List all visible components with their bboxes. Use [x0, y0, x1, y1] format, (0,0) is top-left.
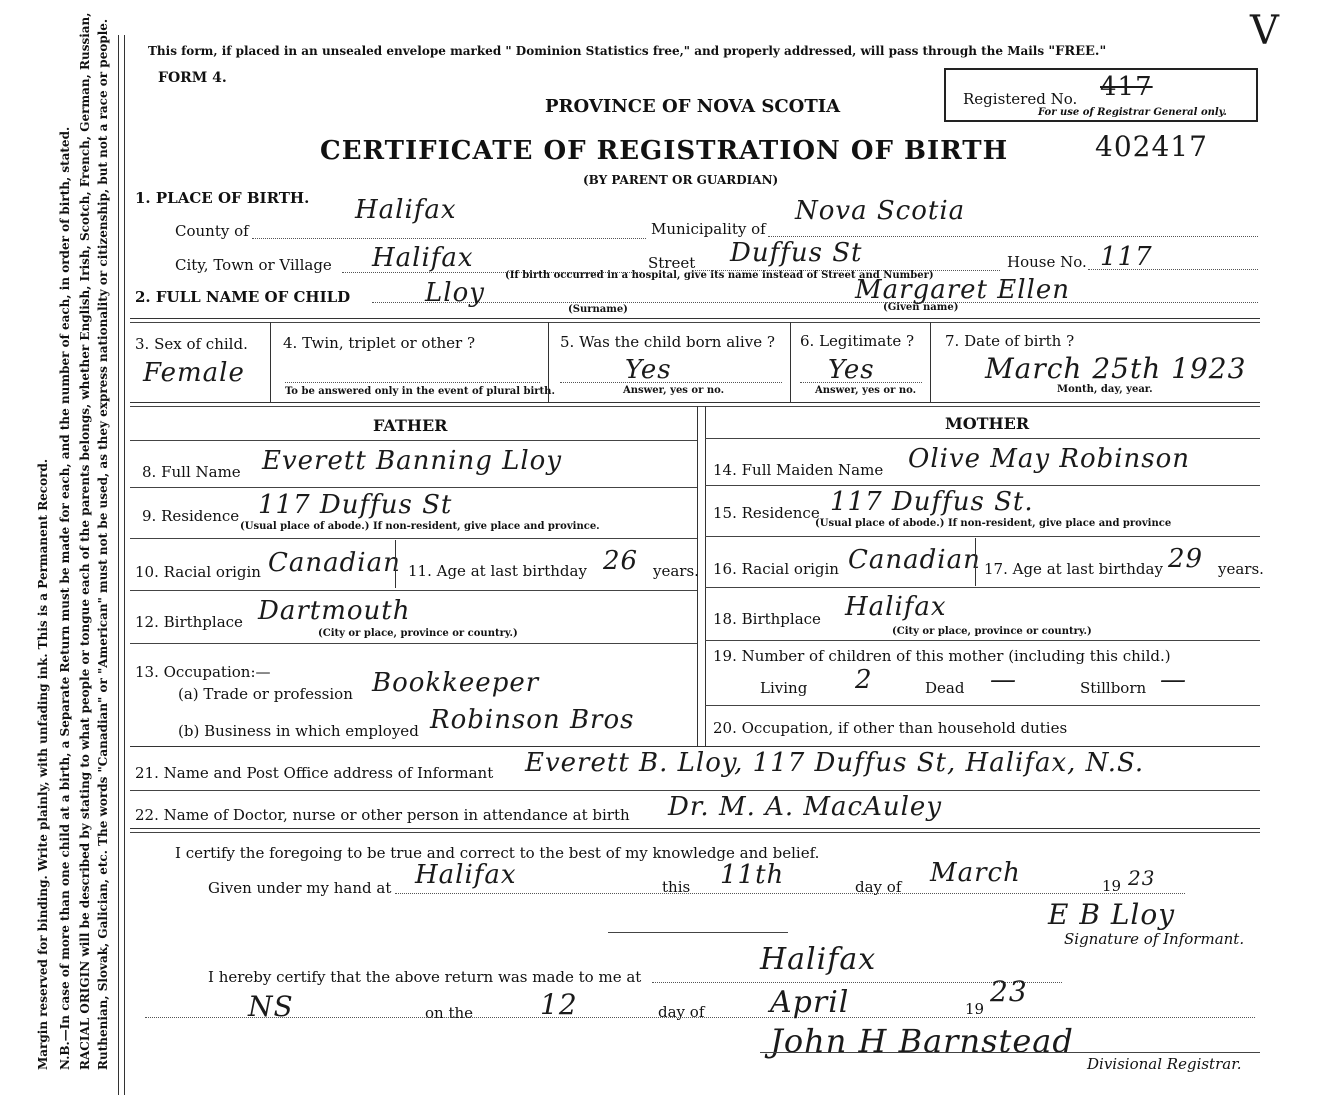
date-of-birth-label: 7. Date of birth ?: [945, 332, 1075, 350]
twin-label: 4. Twin, triplet or other ?: [283, 334, 475, 352]
child-given-name-value: Margaret Ellen: [855, 275, 1070, 305]
registration-number-handwritten: 402417: [1095, 130, 1208, 163]
mother-racial-origin-value: Canadian: [848, 545, 981, 575]
father-residence-label: 9. Residence: [142, 507, 240, 525]
certificate-title: CERTIFICATE OF REGISTRATION OF BIRTH: [320, 136, 1009, 166]
child-surname-value: Lloy: [425, 278, 485, 308]
father-birthplace-value: Dartmouth: [258, 596, 411, 626]
stillborn-label: Stillborn: [1080, 679, 1147, 697]
registration-month-value: April: [770, 985, 850, 1020]
doctor-label: 22. Name of Doctor, nurse or other person in attendance at birth: [135, 806, 630, 824]
binding-line-outer: [118, 35, 119, 1095]
registered-label: Registered No.: [963, 90, 1078, 108]
father-residence-value: 117 Duffus St: [258, 490, 453, 520]
street-value: Duffus St: [730, 238, 863, 268]
born-alive-note: Answer, yes or no.: [623, 385, 725, 396]
day-of-label: day of: [855, 878, 902, 896]
municipality-value: Nova Scotia: [795, 196, 966, 226]
mother-birthplace-note: (City or place, province or country.): [892, 626, 1092, 637]
mother-heading: MOTHER: [945, 414, 1030, 433]
city-label: City, Town or Village: [175, 256, 332, 274]
father-business-label: (b) Business in which employed: [178, 722, 419, 740]
mother-residence-note: (Usual place of abode.) If non-resident, give place and province: [815, 518, 1172, 529]
check-mark-icon: V: [1250, 8, 1280, 54]
mail-notice: This form, if placed in an unsealed envelope marked " Dominion Statistics free," and properly addressed, will pass through the Mails "FREE.": [148, 44, 1107, 59]
surname-note: (Surname): [568, 304, 628, 315]
signature-label: Signature of Informant.: [1064, 930, 1245, 948]
given-under-label: Given under my hand at: [208, 879, 392, 897]
father-name-value: Everett Banning Lloy: [262, 446, 563, 476]
registration-year-value: 23: [990, 975, 1028, 1008]
legitimate-label: 6. Legitimate ?: [800, 332, 915, 350]
father-name-label: 8. Full Name: [142, 463, 241, 481]
father-business-value: Robinson Bros: [430, 705, 635, 735]
date-of-birth-value: March 25th 1923: [985, 352, 1247, 385]
divisional-registrar-label: Divisional Registrar.: [1087, 1055, 1242, 1073]
on-the-label: on the: [425, 1004, 474, 1022]
father-birthplace-label: 12. Birthplace: [135, 613, 243, 631]
binding-line-inner: [124, 35, 125, 1095]
child-name-label: 2. FULL NAME OF CHILD: [135, 288, 351, 306]
mother-occupation-label: 20. Occupation, if other than household duties: [713, 719, 1068, 737]
mother-birthplace-label: 18. Birthplace: [713, 610, 821, 628]
margin-note-plural-births: N.B.—In case of more than one child at a birth, a Separate Return must be made for each, and the number of each, in order of birth, stated.: [58, 126, 72, 1070]
street-note: (If birth occurred in a hospital, give its name instead of Street and Number): [505, 270, 934, 281]
registrar-note: For use of Registrar General only.: [1038, 107, 1227, 118]
born-alive-label: 5. Was the child born alive ?: [560, 333, 775, 351]
legitimate-value: Yes: [828, 355, 875, 385]
mother-age-value: 29: [1168, 544, 1204, 574]
house-number-value: 117: [1100, 242, 1153, 272]
municipality-label: Municipality of: [651, 220, 766, 238]
dead-label: Dead: [925, 679, 965, 697]
father-trade-value: Bookkeeper: [372, 668, 540, 698]
legitimate-note: Answer, yes or no.: [815, 385, 917, 396]
father-residence-note: (Usual place of abode.) If non-resident, give place and province.: [240, 521, 600, 532]
mother-residence-label: 15. Residence: [713, 504, 820, 522]
registration-prefix-value: NS: [248, 990, 294, 1023]
informant-signature: E B Lloy: [1048, 898, 1176, 931]
registration-day-of-label: day of: [658, 1003, 705, 1021]
father-racial-origin-label: 10. Racial origin: [135, 563, 261, 581]
registered-number: 417: [1100, 72, 1153, 102]
sex-label: 3. Sex of child.: [135, 335, 248, 353]
house-number-label: House No.: [1007, 253, 1087, 271]
father-age-value: 26: [603, 546, 639, 576]
given-month-value: March: [930, 858, 1021, 888]
father-racial-origin-value: Canadian: [268, 548, 401, 578]
given-day-value: 11th: [720, 860, 785, 890]
stillborn-value: —: [1160, 665, 1187, 695]
father-birthplace-note: (City or place, province or country.): [318, 628, 518, 639]
father-age-unit: years.: [653, 562, 699, 580]
given-place-value: Halifax: [415, 860, 517, 890]
this-label: this: [662, 878, 691, 896]
certificate-subtitle: (BY PARENT OR GUARDIAN): [583, 173, 779, 187]
year-prefix: 19: [1102, 877, 1122, 895]
given-name-note: (Given name): [883, 302, 959, 313]
registration-place-value: Halifax: [760, 942, 877, 977]
mother-age-label: 17. Age at last birthday: [984, 560, 1163, 578]
father-occupation-label: 13. Occupation:—: [135, 663, 271, 681]
twin-note: To be answered only in the event of plural birth.: [285, 386, 555, 397]
date-of-birth-note: Month, day, year.: [1057, 384, 1153, 395]
informant-label: 21. Name and Post Office address of Informant: [135, 764, 494, 782]
mother-birthplace-value: Halifax: [845, 592, 947, 622]
registrar-statement: I hereby certify that the above return was made to me at: [208, 968, 642, 986]
father-trade-label: (a) Trade or profession: [178, 685, 353, 703]
dead-value: —: [990, 665, 1017, 695]
county-label: County of: [175, 222, 249, 240]
province-heading: PROVINCE OF NOVA SCOTIA: [545, 96, 841, 117]
street-label: Street: [648, 254, 696, 272]
born-alive-value: Yes: [625, 355, 672, 385]
margin-note-binding: Margin reserved for binding. Write plainly, with unfading ink. This is a Permanent Record.: [36, 458, 50, 1070]
margin-note-racial-origin-2: Ruthenian, Slovak, Galician, etc. The words "Canadian" or "American" must not be used, as they express nationality or citizenship, but not a race or people.: [96, 18, 110, 1070]
living-label: Living: [760, 679, 808, 697]
sex-value: Female: [143, 358, 245, 388]
doctor-value: Dr. M. A. MacAuley: [668, 792, 943, 822]
mother-residence-value: 117 Duffus St.: [830, 487, 1034, 517]
place-of-birth-heading: 1. PLACE OF BIRTH.: [135, 189, 310, 207]
mother-name-value: Olive May Robinson: [908, 444, 1191, 474]
registration-day-value: 12: [540, 988, 578, 1021]
form-number: FORM 4.: [158, 70, 227, 86]
registrar-signature: John H Barnstead: [770, 1022, 1074, 1060]
father-heading: FATHER: [373, 416, 448, 435]
city-value: Halifax: [372, 243, 474, 273]
certify-statement: I certify the foregoing to be true and correct to the best of my knowledge and belief.: [175, 844, 820, 862]
given-year-value: 23: [1128, 866, 1156, 890]
mother-children-label: 19. Number of children of this mother (including this child.): [713, 647, 1171, 665]
mother-name-label: 14. Full Maiden Name: [713, 461, 884, 479]
mother-age-unit: years.: [1218, 560, 1264, 578]
county-value: Halifax: [355, 195, 457, 225]
mother-racial-origin-label: 16. Racial origin: [713, 560, 839, 578]
living-value: 2: [855, 665, 873, 695]
registration-year-prefix: 19: [965, 1000, 985, 1018]
father-age-label: 11. Age at last birthday: [408, 562, 587, 580]
informant-value: Everett B. Lloy, 117 Duffus St, Halifax, N.S.: [525, 748, 1145, 778]
margin-note-racial-origin-1: RACIAL ORIGIN will be described by stating to what people or tongue each of the parents belongs, whether English, Irish, Scotch, French, German, Russian,: [78, 12, 92, 1070]
